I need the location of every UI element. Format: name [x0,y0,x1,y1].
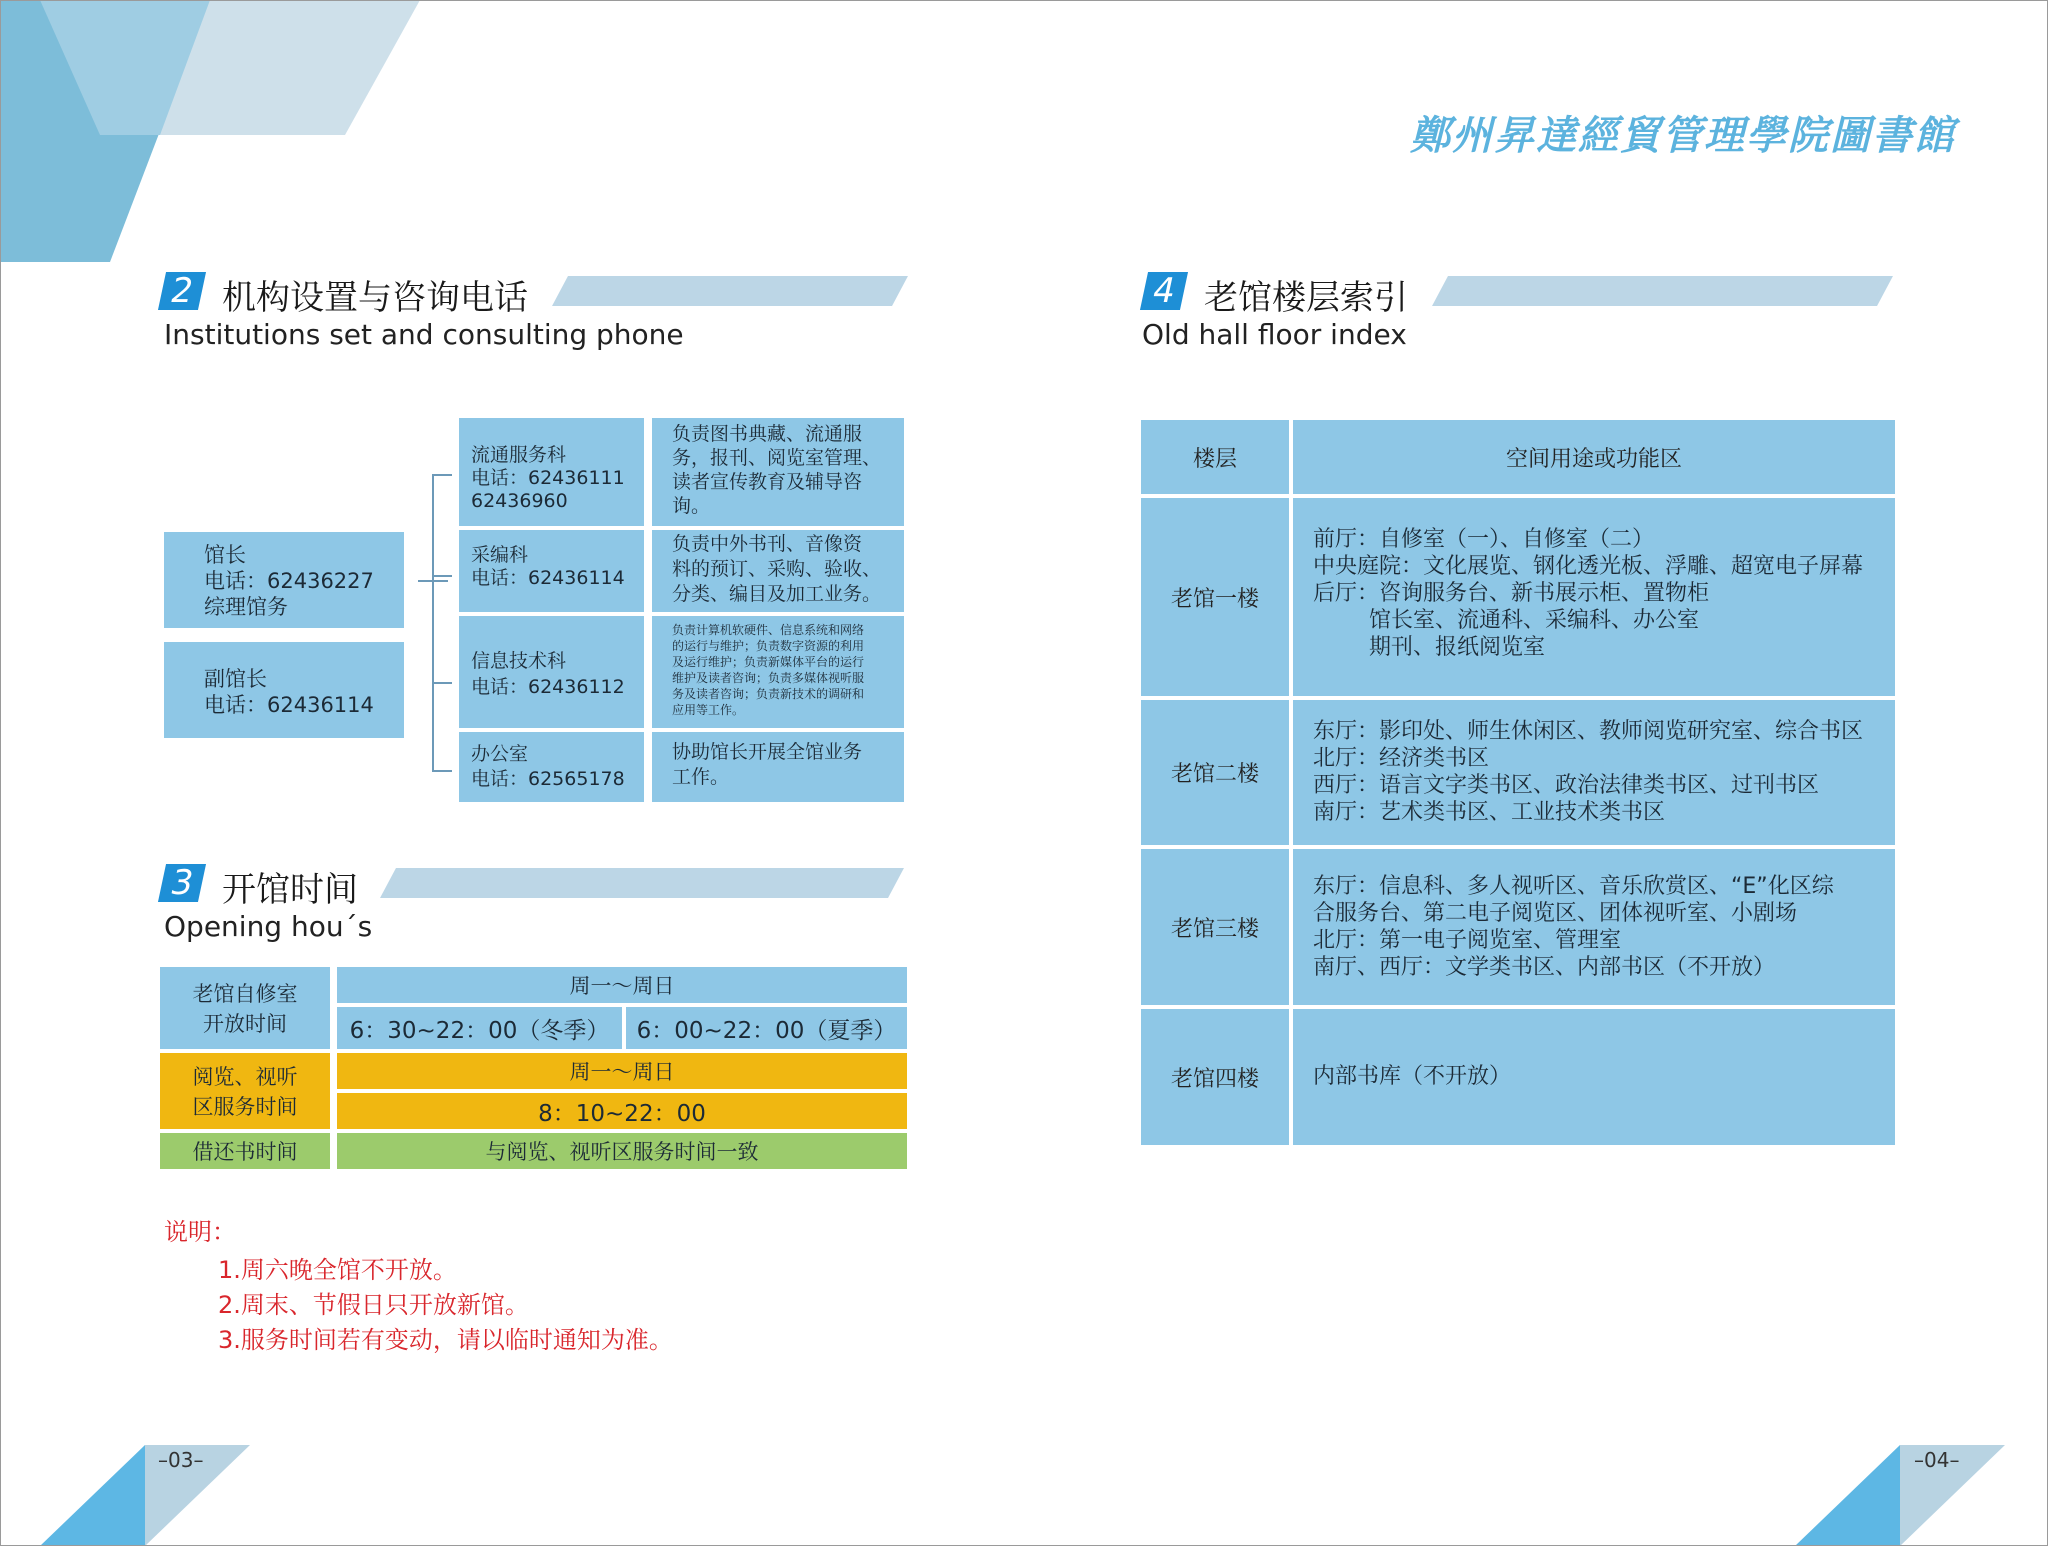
org-bracket [432,474,434,770]
floor-functions [1293,1009,1895,1145]
function-header: 空间用途或功能区 [1293,420,1895,494]
corner-decoration-bottom-right [1795,1445,2015,1546]
function-line: 北厅：经济类书区 [1313,746,1490,771]
function-line: 前厅：自修室（一）、自修室（二） [1313,527,1655,552]
connector-line [432,770,452,772]
note-item: 2.周末、节假日只开放新馆。 [218,1291,529,1319]
section-2-number: 2 [158,272,206,310]
function-line: 南厅、西厅：文学类书区、内部书区（不开放） [1313,955,1776,980]
floor-name: 老馆三楼 [1141,849,1289,1005]
department-name-box [459,530,644,612]
floor-name: 老馆二楼 [1141,700,1289,845]
section-2-subtitle: Institutions set and consulting phone [164,318,684,351]
function-line: 馆长室、流通科、采编科、办公室 [1313,608,1699,633]
department-duty: 负责计算机软硬件、信息系统和网络 的运行与维护；负责数字资源的利用 及运行维护；负责新媒体平台的运行 维护及读者咨询；负责多媒体视听服 务及读者咨询；负责新技术的调研和 应用等工作。 [672,623,865,717]
section-3-title: 开馆时间 [222,870,358,910]
function-line: 东厅：影印处、师生休闲区、教师阅览研究室、综合书区 [1313,719,1864,744]
page-number-left: –03– [158,1448,204,1472]
department-name: 信息技术科 电话：62436112 [471,650,625,698]
section-4-number: 4 [1140,272,1188,310]
floor-functions [1293,849,1895,1005]
deputy-director-info: 副馆长 电话：62436114 [204,667,374,717]
function-line: 南厅：艺术类书区、工业技术类书区 [1313,800,1666,825]
function-line: 东厅：信息科、多人视听区、音乐欣赏区、“E”化区综 [1313,874,1834,899]
function-line: 后厅：咨询服务台、新书展示柜、置物柜 [1313,581,1710,606]
study-room-winter-hours: 6：30~22：00（冬季） [337,1007,622,1049]
department-name-box [459,732,644,802]
section-2-title: 机构设置与咨询电话 [222,278,528,318]
library-title: 鄭州昇達經貿管理學院圖書館 [1410,112,1956,159]
section-4-title: 老馆楼层索引 [1204,278,1408,318]
department-duty: 负责中外书刊、音像资 料的预订、采购、验收、 分类、编目及加工业务。 [672,533,882,605]
section-4-title-bar [1432,276,1893,306]
director-box [164,532,404,628]
floor-functions [1293,700,1895,845]
reading-area-hours: 8：10~22：00 [337,1093,907,1129]
connector-line [432,474,452,476]
borrow-return-hours: 与阅览、视听区服务时间一致 [337,1133,907,1169]
note-item: 3.服务时间若有变动，请以临时通知为准。 [218,1326,673,1354]
note-item: 1.周六晚全馆不开放。 [218,1256,457,1284]
department-name-box [459,616,644,728]
department-duty-box [652,616,904,728]
study-room-days: 周一～周日 [337,967,907,1003]
department-duty-box [652,418,904,526]
department-name: 采编科 电话：62436114 [471,544,625,589]
department-duty-box [652,732,904,802]
floor-functions [1293,498,1895,696]
floor-name: 老馆一楼 [1141,498,1289,696]
corner-decoration-bottom-left [40,1445,260,1546]
section-3-number: 3 [158,864,206,902]
page-number-right: –04– [1914,1448,1960,1472]
borrow-return-label: 借还书时间 [160,1133,330,1169]
reading-area-days: 周一～周日 [337,1053,907,1089]
department-duty: 负责图书典藏、流通服 务，报刊、阅览室管理、 读者宣传教育及辅导咨 询。 [672,423,882,517]
deputy-director-box [164,642,404,738]
floor-name: 老馆四楼 [1141,1009,1289,1145]
department-name-box [459,418,644,526]
function-line: 合服务台、第二电子阅览区、团体视听室、小剧场 [1313,901,1798,926]
department-duty-box [652,530,904,612]
connector-line [432,682,452,684]
section-3-subtitle: Opening hou´s [164,910,373,943]
function-line: 期刊、报纸阅览室 [1313,635,1545,660]
section-4-subtitle: Old hall floor index [1142,318,1407,351]
director-info: 馆长 电话：62436227 综理馆务 [204,543,374,619]
corner-decoration-top-left [0,0,430,265]
department-name: 办公室 电话：62565178 [471,743,625,790]
notes-label: 说明： [164,1218,236,1246]
department-duty: 协助馆长开展全馆业务 工作。 [672,741,863,788]
study-room-summer-hours: 6：00~22：00（夏季） [626,1007,907,1049]
function-line: 内部书库（不开放） [1313,1064,1512,1089]
connector-line [432,575,452,577]
study-room-label: 老馆自修室 开放时间 [160,967,330,1049]
section-2-title-bar [552,276,908,306]
function-line: 北厅：第一电子阅览室、管理室 [1313,928,1622,953]
reading-area-label: 阅览、视听 区服务时间 [160,1053,330,1129]
function-line: 西厅：语言文字类书区、政治法律类书区、过刊书区 [1313,773,1820,798]
department-name: 流通服务科 电话：62436111 62436960 [471,444,625,512]
function-line: 中央庭院：文化展览、钢化透光板、浮雕、超宽电子屏幕 [1313,554,1864,579]
floor-header: 楼层 [1141,420,1289,494]
section-3-title-bar [380,868,904,898]
